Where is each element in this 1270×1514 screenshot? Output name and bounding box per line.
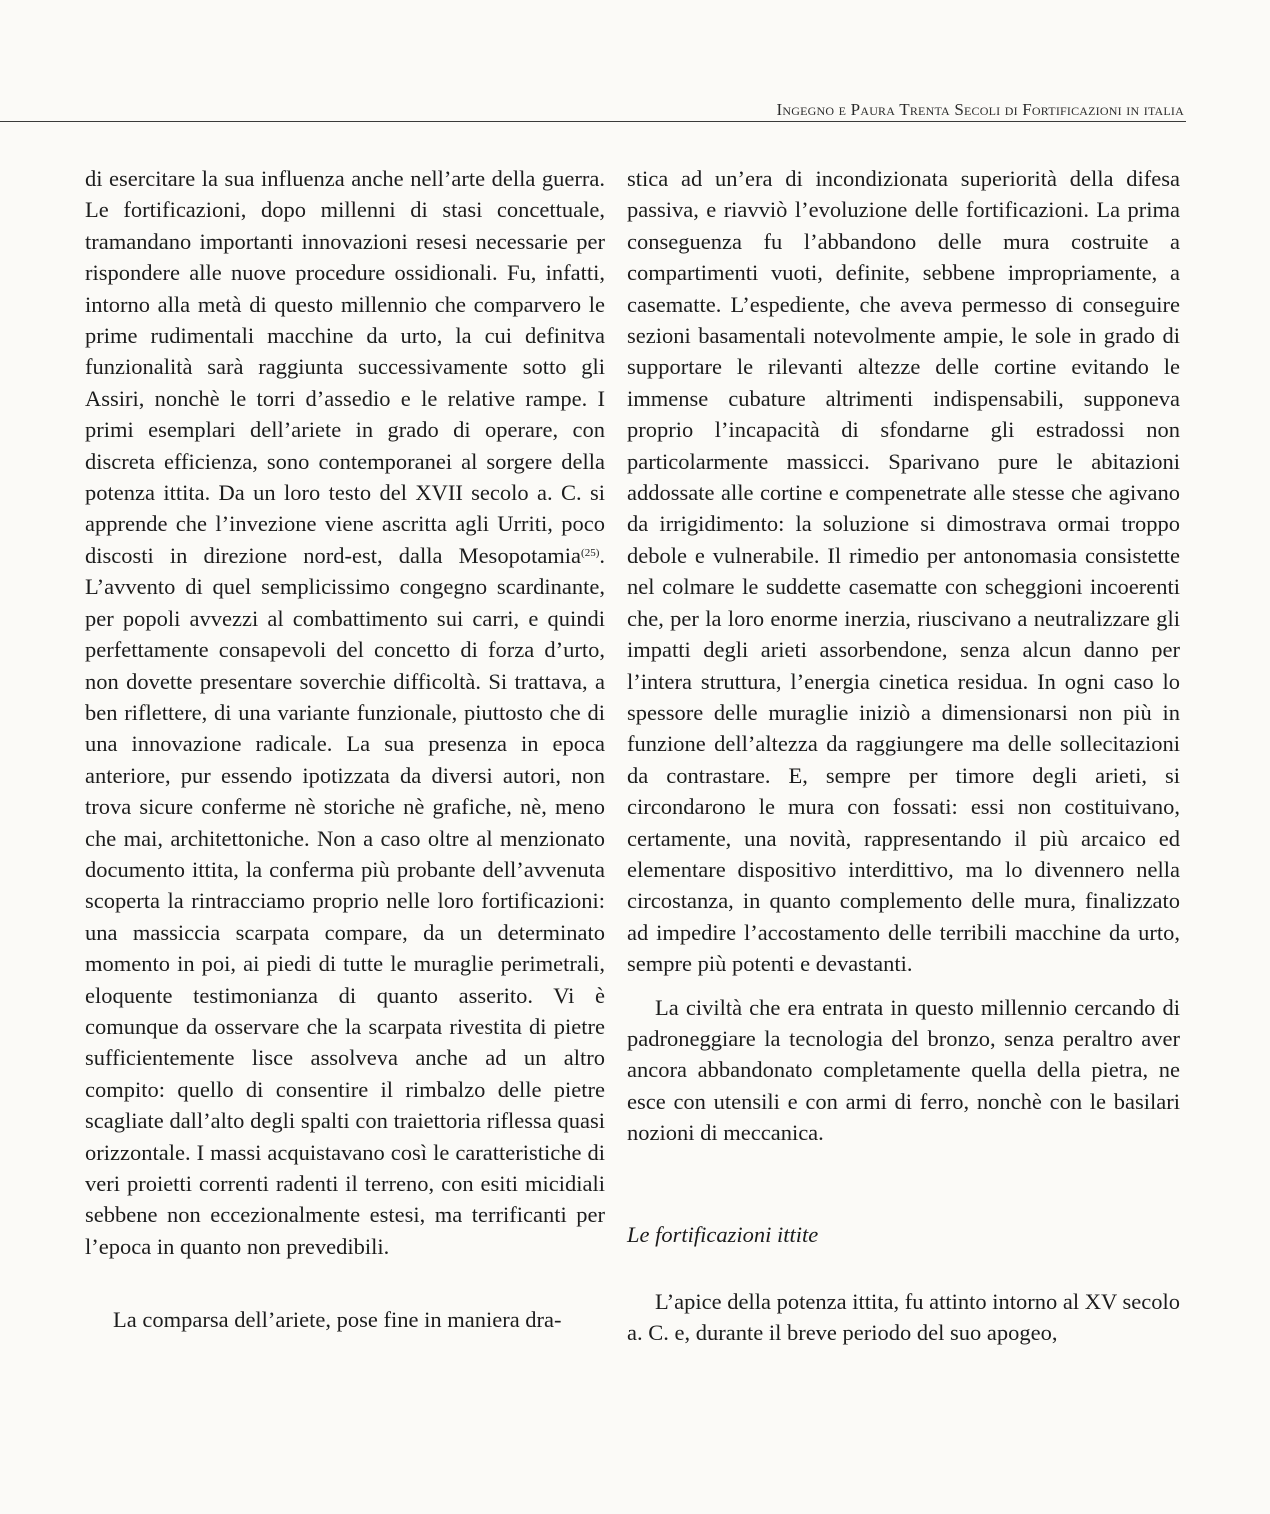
left-paragraph-1 xyxy=(85,163,605,1262)
right-column xyxy=(627,163,1180,1349)
left-column xyxy=(85,163,605,1336)
left-paragraph-1-text-a: di esercitare la sua influenza anche nell’arte della guerra. Le fortificazioni, dopo millenni di stasi concettuale, tramandano importanti innovazioni resesi necessarie per rispondere alle nuove procedure ossidionali. Fu, infatti, intorno alla metà di questo millennio che comparvero le prime rudimentali macchine da urto, la cui definitva funzionalità sarà raggiunta successivamente sotto gli Assiri, nonchè le torri d’assedio e le relative rampe. I primi esemplari dell’ariete in grado di operare, con discreta efficienza, sono contemporanei al sorgere della potenza ittita. Da un loro testo del XVII secolo a. C. si apprende che l’invezione viene ascritta agli Urriti, poco discosti in direzione nord-est, dalla Mesopotamia xyxy=(85,166,605,568)
left-paragraph-1-text-b: . L’avvento di quel semplicissimo congegno scardinante, per popoli avvezzi al combattimento sui carri, e quindi perfettamente consapevoli del concetto di forza d’urto, non dovette presentare soverchie difficoltà. Si trattava, a ben riflettere, di una variante funzionale, piuttosto che di una innovazione radicale. La sua presenza in epoca anteriore, pur essendo ipotizzata da diversi autori, non trova sicure conferme nè storiche nè grafiche, nè, meno che mai, architettoniche. Non a caso oltre al menzionato documento ittita, la conferma più probante dell’avvenuta scoperta la rintracciamo proprio nelle loro fortificazioni: una massiccia scarpata compare, da un determinato momento in poi, ai piedi di tutte le muraglie perimetrali, eloquente testimonianza di quanto asserito. Vi è comunque da osservare che la scarpata rivestita di pietre sufficientemente lisce assolveva anche ad un altro compito: quello di consentire il rimbalzo delle pietre scagliate dall’alto degli spalti con traiettoria riflessa quasi orizzontale. I massi acquistavano così le caratteristiche di veri proietti correnti radenti il terreno, con esiti micidiali sebbene non eccezionalmente estesi, ma terrificanti per l’epoca in quanto non prevedibili. xyxy=(85,542,605,1259)
header-rule xyxy=(0,121,1186,122)
footnote-ref: (25) xyxy=(581,546,600,559)
section-title: Le fortificazioni ittite xyxy=(627,1221,819,1247)
right-paragraph-2: La civiltà che era entrata in questo millennio cercando di padroneggiare la tecnologia del bronzo, senza peraltro aver ancora abbandonato completamente quella della pietra, ne esce con utensili e con armi di ferro, nonchè con le basilari nozioni di meccanica. xyxy=(627,994,1180,1146)
running-title: Ingegno e Paura Trenta Secoli di Fortificazioni in italia xyxy=(776,100,1184,119)
right-paragraph-1: stica ad un’era di incondizionata superiorità della difesa passiva, e riavviò l’evoluzione delle fortificazioni. La prima conseguenza fu l’abbandono delle mura costruite a compartimenti vuoti, definite, sebbene impropriamente, a casematte. L’espediente, che aveva permesso di conseguire sezioni basamentali notevolmente ampie, le sole in grado di supportare le rilevanti altezze delle cortine evitando le immense cubature altrimenti indispensabili, supponeva proprio l’incapacità di sfondarne gli estradossi non particolarmente massicci. Sparivano pure le abitazioni addossate alle cortine e compenetrate alle stesse che agivano da irrigidimento: la soluzione si dimostrava ormai troppo debole e vulnerabile. Il rimedio per antonomasia consistette nel colmare le suddette casematte con scheggioni incoerenti che, per la loro enorme inerzia, riuscivano a neutralizzare gli impatti degli arieti assorbendone, senza alcun danno per l’intera struttura, l’energia cinetica residua. In ogni caso lo spessore delle muraglie iniziò a dimensionarsi non più in funzione dell’altezza da raggiungere ma delle sollecitazioni da contrastare. E, sempre per timore degli arieti, si circondarono le mura con fossati: essi non costituivano, certamente, una novità, rappresentando il più arcaico ed elementare dispositivo interdittivo, ma lo divennero nella circostanza, in quanto complemento delle mura, finalizzato ad impedire l’accostamento delle terribili macchine da urto, sempre più potenti e devastanti. xyxy=(627,166,1180,977)
right-paragraph-3: L’apice della potenza ittita, fu attinto intorno al XV secolo a. C. e, durante il breve periodo del suo apogeo, xyxy=(627,1289,1180,1346)
left-paragraph-2: La comparsa dell’ariete, pose fine in maniera dra- xyxy=(113,1307,562,1333)
